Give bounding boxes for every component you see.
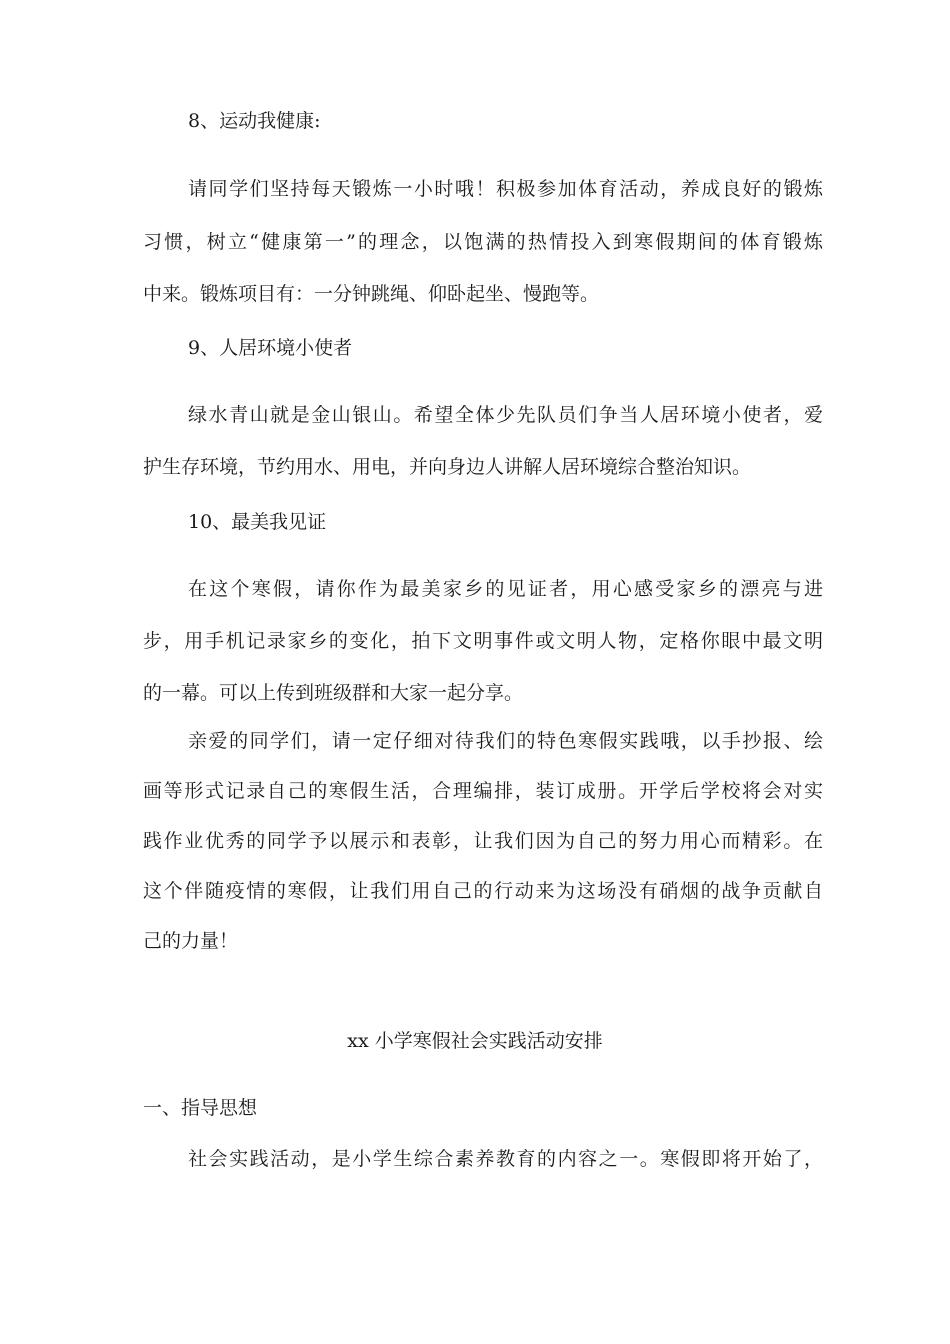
- item10-para-line-1: 在这个寒假，请你作为最美家乡的见证者，用心感受家乡的漂亮与进: [188, 578, 823, 600]
- item10-para-line-3: 的一幕。可以上传到班级群和大家一起分享。: [143, 682, 524, 704]
- section1-heading: 一、指导思想: [143, 1097, 258, 1119]
- item8-heading: 8、运动我健康:: [188, 110, 321, 132]
- document-title: xx 小学寒假社会实践活动安排: [347, 1030, 603, 1052]
- item8-para-line-1: 请同学们坚持每天锻炼一小时哦！积极参加体育活动，养成良好的锻炼: [188, 178, 823, 200]
- closing-para-line-4: 这个伴随疫情的寒假，让我们用自己的行动来为这场没有硝烟的战争贡献自: [143, 880, 823, 902]
- closing-para-line-1: 亲爱的同学们，请一定仔细对待我们的特色寒假实践哦，以手抄报、绘: [188, 730, 823, 752]
- item10-heading: 10、最美我见证: [188, 511, 327, 533]
- closing-para-line-3: 践作业优秀的同学予以展示和表彰，让我们因为自己的努力用心而精彩。在: [143, 830, 823, 852]
- item8-para-line-2: 习惯，树立“健康第一”的理念，以饱满的热情投入到寒假期间的体育锻炼: [143, 231, 823, 253]
- item8-para-line-3: 中来。锻炼项目有：一分钟跳绳、仰卧起坐、慢跑等。: [143, 283, 600, 305]
- item9-heading: 9、人居环境小使者: [188, 337, 353, 359]
- item9-para-line-1: 绿水青山就是金山银山。希望全体少先队员们争当人居环境小使者，爱: [188, 404, 823, 426]
- closing-para-line-2: 画等形式记录自己的寒假生活，合理编排，装订成册。开学后学校将会对实: [143, 780, 823, 802]
- closing-para-line-5: 己的力量！: [143, 930, 239, 952]
- item10-para-line-2: 步，用手机记录家乡的变化，拍下文明事件或文明人物，定格你眼中最文明: [143, 630, 823, 652]
- section1-para-line-1: 社会实践活动，是小学生综合素养教育的内容之一。寒假即将开始了，: [188, 1148, 823, 1170]
- item9-para-line-2: 护生存环境，节约用水、用电，并向身边人讲解人居环境综合整治知识。: [143, 456, 752, 478]
